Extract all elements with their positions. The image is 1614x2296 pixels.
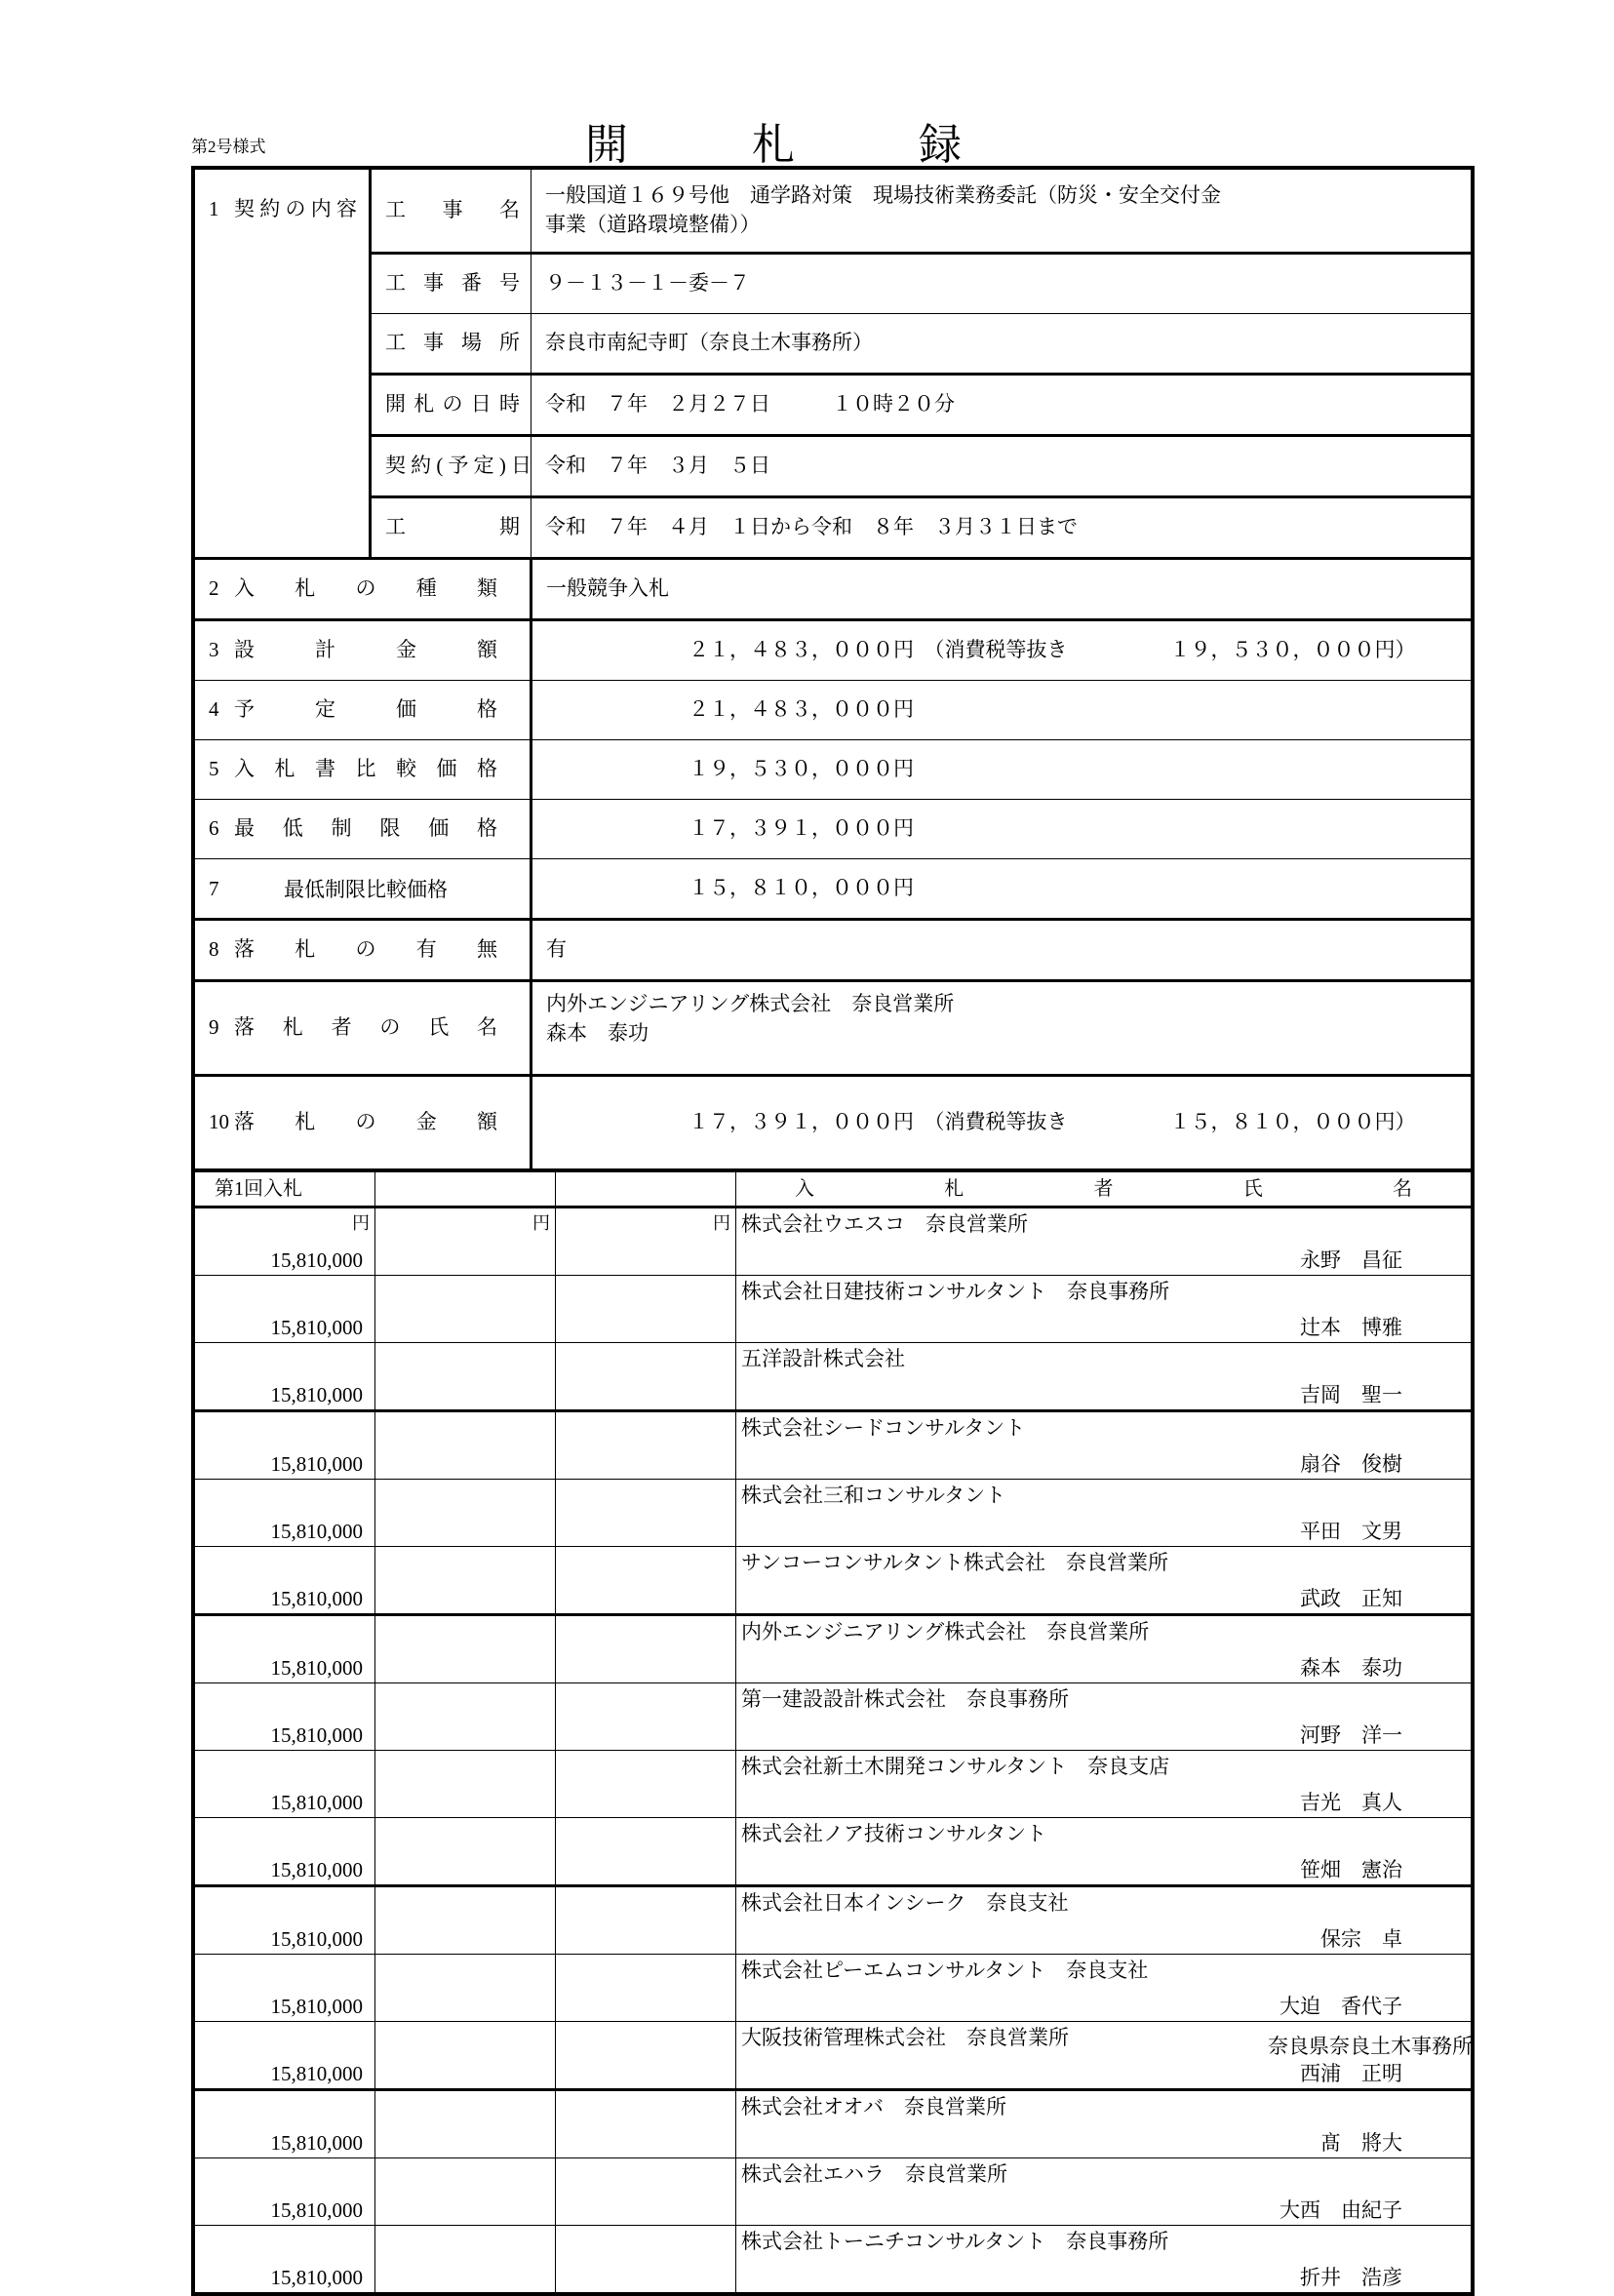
row-item-3 — [195, 620, 1472, 681]
section-1-text: 契約の内容 — [234, 197, 357, 220]
bidder-cell — [736, 1615, 1472, 1683]
bid-amount-value: 15,810,000 — [270, 1383, 363, 1406]
row-item-5 — [195, 740, 1472, 800]
row-item-6 — [195, 800, 1472, 859]
main-frame — [191, 166, 1475, 2296]
label-planned-price: 4 予定価格 — [195, 681, 531, 740]
value-design-amount: ２１，４８３，０００円 （消費税等抜き １９，５３０，０００円） — [531, 620, 1472, 681]
bidder-company: 株式会社トーニチコンサルタント 奈良事務所 — [741, 2230, 1169, 2253]
bid-amount-value: 15,810,000 — [270, 1316, 363, 1339]
table-row — [195, 1818, 1472, 1886]
bid-amount-cell — [195, 2090, 375, 2158]
bid-amount2-cell — [375, 2090, 556, 2158]
bidder-person: 河野 洋一 — [1300, 1723, 1402, 1747]
bid-amount-cell — [195, 2022, 375, 2090]
work-name-line-1: 一般国道１６９号他 通学路対策 現場技術業務委託（防災・安全交付金 — [545, 183, 1221, 208]
label-bid-datetime: 開札の日時 — [371, 375, 531, 436]
bid-amount2-cell — [375, 1207, 556, 1276]
bid-amount2-cell — [375, 2226, 556, 2293]
table-row — [195, 1480, 1472, 1547]
bidder-person: 平田 文男 — [1300, 1520, 1402, 1543]
table-row — [195, 2226, 1472, 2293]
yen-symbol: 円 — [713, 1213, 730, 1233]
bid-amount2-cell — [375, 1886, 556, 1955]
section-1-number: 1 — [209, 197, 219, 220]
row-contract-date — [195, 436, 1472, 497]
bidder-person: 笹畑 憲治 — [1300, 1858, 1402, 1881]
bid-col3-header — [556, 1171, 736, 1207]
bidder-company: 株式会社オオバ 奈良営業所 — [741, 2095, 1006, 2118]
row-bid-datetime — [195, 375, 1472, 436]
bid-amount-cell — [195, 2158, 375, 2226]
bidder-person: 森本 泰功 — [1300, 1656, 1402, 1680]
page-title: 開 札 録 — [585, 121, 1018, 169]
label-design-amount: 3 設計金額 — [195, 620, 531, 681]
value-contract-date: 令和 ７年 ３月 ５日 — [531, 436, 1472, 497]
bid-amount2-cell — [375, 1343, 556, 1411]
table-row — [195, 1615, 1472, 1683]
bid-amount-value: 15,810,000 — [270, 1723, 363, 1747]
row-item-4 — [195, 681, 1472, 740]
table-row — [195, 2090, 1472, 2158]
bid-amount2-cell — [375, 1955, 556, 2022]
bid-amount2-cell — [375, 1683, 556, 1751]
bid-amount-value: 15,810,000 — [270, 2131, 363, 2155]
row-period — [195, 497, 1472, 559]
bidder-company: 株式会社日建技術コンサルタント 奈良事務所 — [741, 1280, 1170, 1303]
table-row — [195, 1276, 1472, 1343]
bid-amount-value: 15,810,000 — [270, 1858, 363, 1881]
bid-amount-value: 15,810,000 — [270, 2266, 363, 2289]
bid-amount-value: 15,810,000 — [270, 1587, 363, 1610]
bid-amount-cell — [195, 1480, 375, 1547]
bidder-cell — [736, 2158, 1472, 2226]
bidder-cell — [736, 2090, 1472, 2158]
bidder-person: 西浦 正明 — [1300, 2062, 1402, 2085]
label-min-limit-price: 6 最低制限価格 — [195, 800, 531, 859]
yen-symbol: 円 — [532, 1213, 550, 1233]
bidder-cell — [736, 1276, 1472, 1343]
bidder-cell — [736, 1886, 1472, 1955]
bidder-company: 株式会社ピーエムコンサルタント 奈良支社 — [741, 1959, 1149, 1982]
bidder-person: 大迫 香代子 — [1279, 1995, 1402, 2018]
row-item-9 — [195, 981, 1472, 1076]
label-work-number: 工事番号 — [371, 254, 531, 314]
value-award-exists: 有 — [531, 920, 1472, 981]
bid-table — [194, 1169, 1472, 2293]
value-period: 令和 ７年 ４月 １日から令和 ８年 ３月３１日まで — [531, 497, 1472, 559]
bid-amount-value: 15,810,000 — [270, 1248, 363, 1272]
bid-amount-cell — [195, 1751, 375, 1818]
bid-amount-value: 15,810,000 — [270, 1452, 363, 1476]
bid-amount-cell — [195, 1276, 375, 1343]
bid-amount3-cell — [556, 1615, 736, 1683]
bid-amount-cell — [195, 1683, 375, 1751]
bid-amount2-cell — [375, 1547, 556, 1615]
section-1-label — [195, 170, 371, 559]
value-bid-type: 一般競争入札 — [531, 559, 1472, 620]
winner-person: 森本 泰功 — [546, 1020, 649, 1045]
bid-amount2-cell — [375, 1615, 556, 1683]
bidder-cell — [736, 1411, 1472, 1480]
value-work-number: ９－１３－１－委－７ — [531, 254, 1472, 314]
bidder-cell — [736, 1207, 1472, 1276]
value-bid-compare-price: １９，５３０，０００円 — [531, 740, 1472, 800]
label-work-place: 工事場所 — [371, 314, 531, 375]
bidder-company: 株式会社日本インシーク 奈良支社 — [741, 1891, 1069, 1915]
bid-amount3-cell — [556, 1751, 736, 1818]
table-row — [195, 1683, 1472, 1751]
label-award-amount: 10 落札の金額 — [195, 1076, 531, 1169]
bid-amount-value: 15,810,000 — [270, 2062, 363, 2085]
bid-amount-value: 15,810,000 — [270, 2198, 363, 2222]
bid-col2-header — [375, 1171, 556, 1207]
value-planned-price: ２１，４８３，０００円 — [531, 681, 1472, 740]
bid-table-header-row — [195, 1171, 1472, 1207]
table-row — [195, 1207, 1472, 1276]
bidder-company: 株式会社ウエスコ 奈良営業所 — [741, 1212, 1028, 1236]
bid-amount3-cell — [556, 1343, 736, 1411]
bidder-person: 吉岡 聖一 — [1300, 1383, 1402, 1406]
bid-amount3-cell — [556, 2158, 736, 2226]
bid-amount-cell — [195, 1818, 375, 1886]
bidder-person: 扇谷 俊樹 — [1300, 1452, 1402, 1476]
bid-amount2-cell — [375, 1480, 556, 1547]
bidder-person: 保宗 卓 — [1320, 1927, 1402, 1951]
bid-amount-value: 15,810,000 — [270, 1656, 363, 1680]
label-winner-name: 9 落札者の氏名 — [195, 981, 531, 1076]
label-award-exists: 8 落札の有無 — [195, 920, 531, 981]
bid-amount3-cell — [556, 1480, 736, 1547]
value-award-amount: １７，３９１，０００円 （消費税等抜き １５，８１０，０００円） — [531, 1076, 1472, 1169]
yen-symbol: 円 — [352, 1213, 370, 1233]
bid-amount2-cell — [375, 1751, 556, 1818]
bidder-person: 大西 由紀子 — [1279, 2198, 1402, 2222]
bid-amount3-cell — [556, 1886, 736, 1955]
table-row — [195, 1955, 1472, 2022]
bid-amount-value: 15,810,000 — [270, 1791, 363, 1814]
work-name-line-2: 事業（道路環境整備）） — [545, 213, 761, 236]
bid-amount-value: 15,810,000 — [270, 1927, 363, 1951]
form-number: 第2号様式 — [191, 138, 266, 156]
label-bid-compare-price: 5 入札書比較価格 — [195, 740, 531, 800]
value-work-name — [531, 170, 1472, 254]
value-min-limit-price: １７，３９１，０００円 — [531, 800, 1472, 859]
bid-amount-cell — [195, 1615, 375, 1683]
bidder-name-header: 入 札 者 氏 名 — [736, 1171, 1472, 1207]
label-min-limit-compare-price: 7 最低制限比較価格 — [195, 859, 531, 920]
table-row — [195, 1411, 1472, 1480]
value-work-place: 奈良市南紀寺町（奈良土木事務所） — [531, 314, 1472, 375]
bidder-company: 大阪技術管理株式会社 奈良営業所 — [741, 2026, 1069, 2049]
row-work-place — [195, 314, 1472, 375]
bid-amount3-cell — [556, 1955, 736, 2022]
bid-amount2-cell — [375, 1818, 556, 1886]
bid-amount3-cell — [556, 2226, 736, 2293]
bidder-cell — [736, 1480, 1472, 1547]
row-item-2 — [195, 559, 1472, 620]
bid-amount2-cell — [375, 2022, 556, 2090]
table-row — [195, 1886, 1472, 1955]
row-item-7 — [195, 859, 1472, 920]
bid-amount-cell — [195, 2226, 375, 2293]
value-winner-name — [531, 981, 1472, 1076]
bidder-company: 株式会社シードコンサルタント — [741, 1416, 1026, 1440]
value-min-limit-compare-price: １５，８１０，０００円 — [531, 859, 1472, 920]
bidder-cell — [736, 2226, 1472, 2293]
label-period: 工期 — [371, 497, 531, 559]
footer-office: 奈良県奈良土木事務所 — [1268, 2035, 1473, 2058]
bidder-person: 武政 正知 — [1300, 1587, 1402, 1610]
bidder-person: 永野 昌征 — [1300, 1248, 1402, 1272]
value-bid-datetime: 令和 ７年 ２月２７日 １０時２０分 — [531, 375, 1472, 436]
bidder-person: 髙 將大 — [1320, 2131, 1402, 2155]
label-bid-type: 2 入札の種類 — [195, 559, 531, 620]
bidder-cell — [736, 1683, 1472, 1751]
row-work-number — [195, 254, 1472, 314]
bid-amount3-cell — [556, 2090, 736, 2158]
bid-table-body — [195, 1171, 1472, 2293]
label-contract-date: 契約(予定)日 — [371, 436, 531, 497]
bidder-person: 折井 浩彦 — [1300, 2266, 1402, 2289]
row-work-name — [195, 170, 1472, 254]
bidder-company: 株式会社エハラ 奈良営業所 — [741, 2162, 1007, 2186]
bidder-cell — [736, 1818, 1472, 1886]
contract-rows — [195, 170, 1472, 1169]
bid-amount3-cell — [556, 2022, 736, 2090]
bidder-company: 内外エンジニアリング株式会社 奈良営業所 — [741, 1620, 1150, 1643]
table-row — [195, 1343, 1472, 1411]
table-row — [195, 1751, 1472, 1818]
bid-amount-cell — [195, 1955, 375, 2022]
bid-amount3-cell — [556, 1411, 736, 1480]
bidder-company: 株式会社新土木開発コンサルタント 奈良支店 — [741, 1755, 1170, 1778]
bidder-company: 株式会社三和コンサルタント — [741, 1484, 1006, 1507]
bid-amount-cell — [195, 1547, 375, 1615]
bidder-company: 五洋設計株式会社 — [741, 1347, 905, 1370]
bid-amount-value: 15,810,000 — [270, 1995, 363, 2018]
bidder-company: サンコーコンサルタント株式会社 奈良営業所 — [741, 1551, 1169, 1574]
bidder-company: 第一建設設計株式会社 奈良事務所 — [741, 1687, 1069, 1711]
bid-amount-cell — [195, 1207, 375, 1276]
row-item-8 — [195, 920, 1472, 981]
bidder-person: 辻本 博雅 — [1300, 1316, 1402, 1339]
label-work-name: 工事名 — [371, 170, 531, 254]
bidder-cell — [736, 1547, 1472, 1615]
bidder-person: 吉光 真人 — [1300, 1791, 1402, 1814]
contract-table — [194, 169, 1472, 1169]
row-item-10 — [195, 1076, 1472, 1169]
winner-company: 内外エンジニアリング株式会社 奈良営業所 — [546, 992, 955, 1015]
bid-amount3-cell — [556, 1683, 736, 1751]
bid-amount3-cell — [556, 1207, 736, 1276]
bidder-cell — [736, 1751, 1472, 1818]
table-row — [195, 2158, 1472, 2226]
bidder-cell — [736, 1955, 1472, 2022]
bid-amount-cell — [195, 1886, 375, 1955]
table-row — [195, 1547, 1472, 1615]
bid-round-label: 第1回入札 — [195, 1171, 375, 1207]
bid-amount2-cell — [375, 2158, 556, 2226]
bidder-company: 株式会社ノア技術コンサルタント — [741, 1822, 1047, 1845]
bid-amount3-cell — [556, 1276, 736, 1343]
bid-amount3-cell — [556, 1818, 736, 1886]
bid-amount-cell — [195, 1343, 375, 1411]
bid-amount2-cell — [375, 1411, 556, 1480]
bid-amount2-cell — [375, 1276, 556, 1343]
bid-amount3-cell — [556, 1547, 736, 1615]
bid-amount-cell — [195, 1411, 375, 1480]
bidder-cell — [736, 1343, 1472, 1411]
bid-amount-value: 15,810,000 — [270, 1520, 363, 1543]
